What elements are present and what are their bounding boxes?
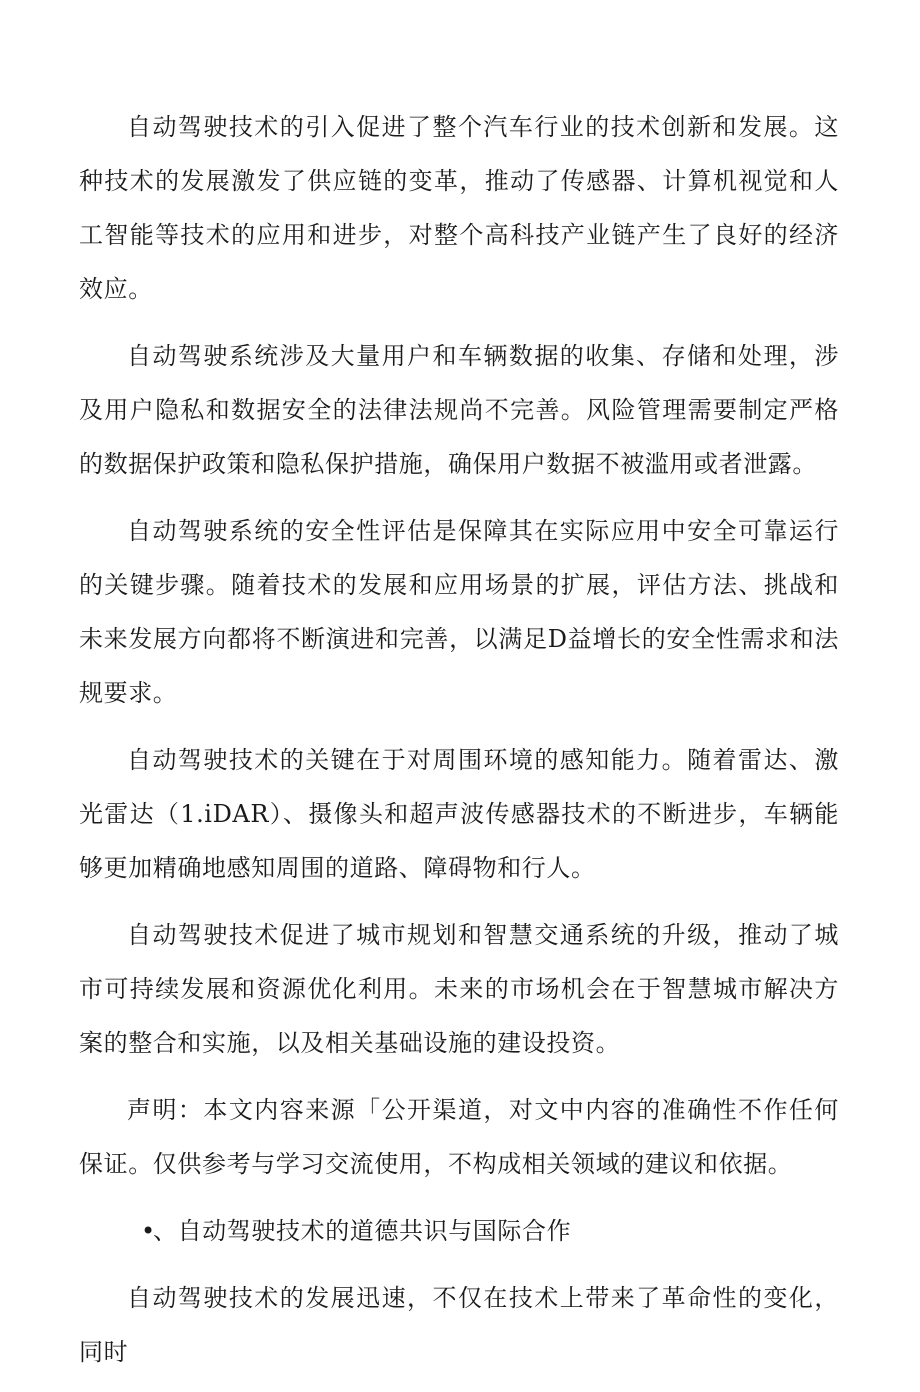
paragraph-ethics-intro: 自动驾驶技术的发展迅速，不仅在技术上带来了革命性的变化，同时 bbox=[79, 1284, 839, 1366]
paragraph-industry-innovation: 自动驾驶技术的引入促进了整个汽车行业的技术创新和发展。这种技术的发展激发了供应链的变革，推动了传感器、计算机视觉和人工智能等技术的应用和进步，对整个高科技产业链产生了良好的经济效应。 bbox=[79, 113, 839, 303]
section-heading bbox=[79, 1204, 839, 1258]
disclaimer-notice: 声明：本文内容来源「公开渠道，对文中内容的准确性不作任何保证。仅供参考与学习交流使用，不构成相关领域的建议和依据。 bbox=[79, 1096, 839, 1178]
section-heading-text: 、自动驾驶技术的道德共识与国际合作 bbox=[153, 1217, 572, 1245]
paragraph-safety-evaluation: 自动驾驶系统的安全性评估是保障其在实际应用中安全可靠运行的关键步骤。随着技术的发展和应用场景的扩展，评估方法、挑战和未来发展方向都将不断演进和完善，以满足D益增长的安全性需求和法规要求。 bbox=[79, 517, 839, 707]
document-body bbox=[79, 100, 839, 1392]
paragraph-data-privacy: 自动驾驶系统涉及大量用户和车辆数据的收集、存储和处理，涉及用户隐私和数据安全的法律法规尚不完善。风险管理需要制定严格的数据保护政策和隐私保护措施，确保用户数据不被滥用或者泄露。 bbox=[79, 342, 839, 478]
paragraph-smart-city: 自动驾驶技术促进了城市规划和智慧交通系统的升级，推动了城市可持续发展和资源优化利用。未来的市场机会在于智慧城市解决方案的整合和实施，以及相关基础设施的建设投资。 bbox=[79, 921, 839, 1057]
paragraph-perception: 自动驾驶技术的关键在于对周围环境的感知能力。随着雷达、激光雷达（1.iDAR）、摄像头和超声波传感器技术的不断进步，车辆能够更加精确地感知周围的道路、障碍物和行人。 bbox=[79, 746, 839, 882]
bullet-icon: • bbox=[141, 1217, 156, 1245]
